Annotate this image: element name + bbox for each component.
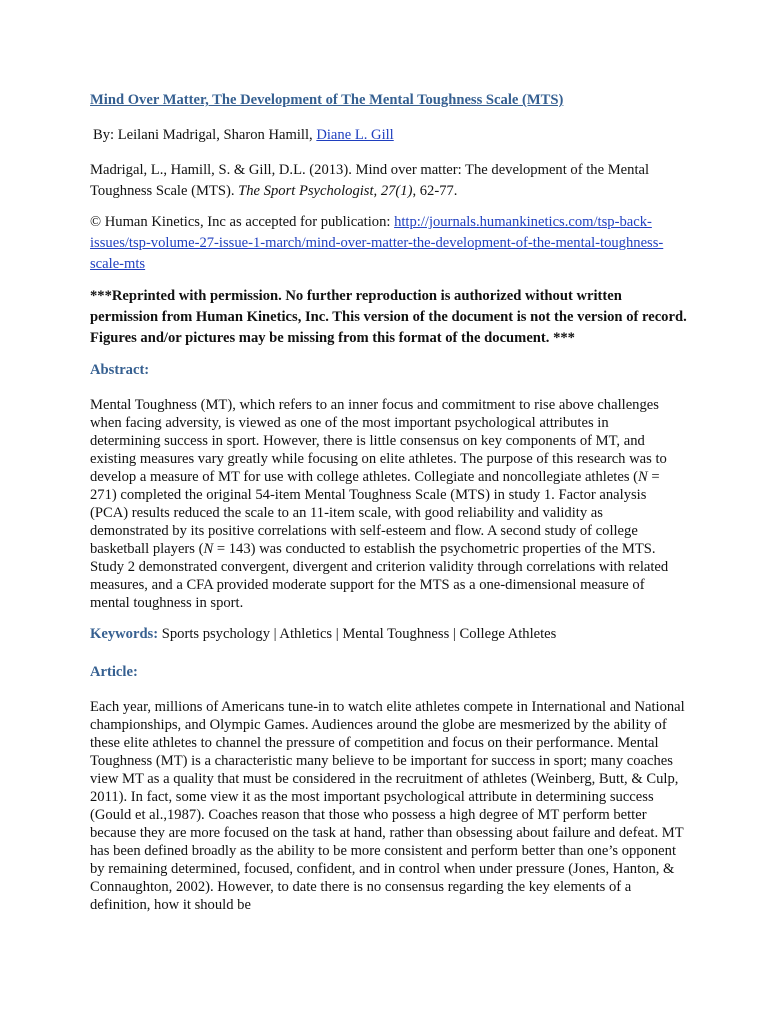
copyright-notice — [90, 212, 690, 275]
byline-authors: By: Leilani Madrigal, Sharon Hamill, — [93, 127, 317, 143]
keywords-label: Keywords: — [90, 626, 159, 642]
abstract-part-3: = 143) was conducted to establish the psychometric properties of the MTS. Study 2 demonstrated convergent, divergent and criterion validity through correlations with related measures, and a CFA provided moderate support for the MTS as a one-dimensional measure of mental toughness in sport. — [90, 541, 669, 611]
abstract-n-symbol-1: N — [638, 469, 648, 485]
abstract-body — [90, 396, 680, 612]
citation-journal: The Sport Psychologist, 27(1) — [238, 183, 413, 199]
citation-text: Madrigal, L., Hamill, S. & Gill, D.L. (2013). Mind over matter: The development of the Mental Toughness Scale (MTS). — [90, 162, 650, 199]
abstract-part-1: Mental Toughness (MT), which refers to an inner focus and commitment to rise above challenges when facing adversity, is viewed as one of the most important psychological attributes in determining success in sport. However, there is little consensus on key components of MT, and existing measures vary greatly while focusing on elite athletes. The purpose of this research was to develop a measure of MT for use with college athletes. Collegiate and noncollegiate athletes ( — [90, 397, 667, 485]
keywords — [90, 626, 556, 643]
author-link[interactable]: Diane L. Gill — [316, 127, 394, 143]
citation — [90, 160, 690, 202]
article-body: Each year, millions of Americans tune-in to watch elite athletes compete in International and National championships, and Olympic Games. Audiences around the globe are mesmerized by the ability of these elite athletes to channel the pressure of competition and focus on their performance. Mental Toughness (MT) is a characteristic many believe to be important for success in sport; many coaches view MT as a quality that must be considered in the recruitment of athletes (Weinberg, Butt, & Culp, 2011). In fact, some view it as the most important psychological attribute in determining success (Gould et al.,1987). Coaches reason that those who possess a high degree of MT perform better because they are more focused on the task at hand, rather than obsessing about failure and defeat. MT has been defined broadly as the ability to be more consistent and perform better than one’s opponent by remaining determined, focused, confident, and in control when under pressure (Jones, Hanton, & Connaughton, 2002). However, to date there is no consensus regarding the key elements of a definition, how it should be — [90, 699, 685, 913]
document-title: Mind Over Matter, The Development of The Mental Toughness Scale (MTS) — [90, 92, 564, 108]
keywords-list: Sports psychology | Athletics | Mental Toughness | College Athletes — [158, 626, 557, 642]
copyright-text: © Human Kinetics, Inc as accepted for publication: — [90, 214, 395, 230]
byline — [93, 125, 394, 145]
abstract-heading: Abstract: — [90, 362, 150, 378]
abstract-n-symbol-2: N — [203, 541, 214, 557]
publication-link[interactable]: http://journals.humankinetics.com/tsp-back-issues/tsp-volume-27-issue-1-march/mind-over-matter-the-development-of-the-mental-toughness-scale-mts — [90, 214, 664, 272]
citation-pages: , 62-77. — [412, 183, 458, 199]
reprint-notice: ***Reprinted with permission. No further reproduction is authorized without written permission from Human Kinetics, Inc. This version of the document is not the version of record. Figures and/or pictures may be missing from this format of the document. *** — [90, 288, 687, 346]
abstract-part-2: = 271) completed the original 54-item Mental Toughness Scale (MTS) in study 1. Factor analysis (PCA) results reduced the scale to an 11-item scale, with good reliability and validity as demonstrated by its positive correlations with self-esteem and flow. A second study of college basketball players ( — [90, 469, 660, 557]
article-heading: Article: — [90, 664, 138, 680]
